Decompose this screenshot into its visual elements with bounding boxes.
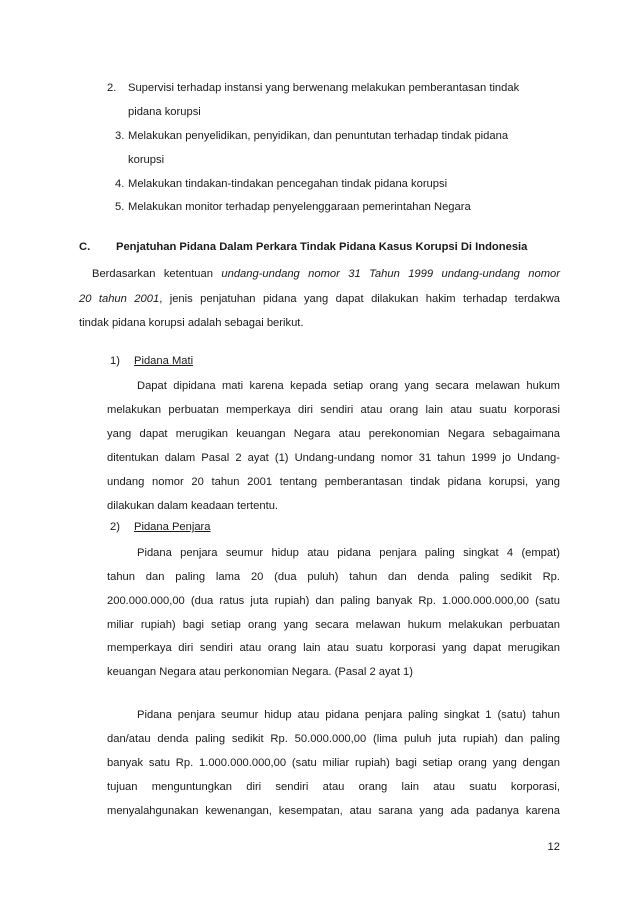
list-number: 5. xyxy=(115,201,125,213)
paragraph-line: Pidana penjara seumur hidup atau pidana penjara paling singkat 4 (empat) xyxy=(137,547,560,559)
paragraph-line: dilakukan dalam keadaan tertentu. xyxy=(107,500,279,512)
paragraph-line: dan/atau denda paling sedikit Rp. 50.000.000,00 (lima puluh juta rupiah) dan paling xyxy=(107,733,560,745)
paragraph-line: miliar rupiah) bagi setiap orang yang secara melawan hukum melakukan perbuatan xyxy=(107,619,560,631)
section-heading: Penjatuhan Pidana Dalam Perkara Tindak Pidana Kasus Korupsi Di Indonesia xyxy=(116,241,528,253)
paragraph-line: yang dapat merugikan keuangan Negara atau perekonomian Negara sebagaimana xyxy=(107,428,560,440)
paragraph-line: memperkaya diri sendiri atau orang lain atau suatu korporasi yang dapat merugikan xyxy=(107,642,560,654)
item-title: Pidana Mati xyxy=(134,355,194,367)
list-number: 2. xyxy=(107,82,117,94)
paragraph-line: 200.000.000,00 (dua ratus juta rupiah) dan paling banyak Rp. 1.000.000.000,00 (satu xyxy=(107,595,560,607)
paragraph-line: tindak pidana korupsi adalah sebagai berikut. xyxy=(79,317,304,329)
list-item-text: Melakukan monitor terhadap penyelenggaraan pemerintahan Negara xyxy=(128,201,471,213)
list-item-text: Melakukan tindakan-tindakan pencegahan tindak pidana korupsi xyxy=(128,178,448,190)
paragraph-line: banyak satu Rp. 1.000.000.000,00 (satu miliar rupiah) bagi setiap orang yang dengan xyxy=(107,757,560,769)
paragraph-line: tahun dan paling lama 20 (dua puluh) tahun dan denda paling sedikit Rp. xyxy=(107,571,560,583)
paragraph-line: ditentukan dalam Pasal 2 ayat (1) Undang-undang nomor 31 tahun 1999 jo Undang- xyxy=(107,452,560,464)
page-number: 12 xyxy=(547,841,560,853)
paragraph-line: Berdasarkan ketentuan undang-undang nomor 31 Tahun 1999 undang-undang nomor xyxy=(92,268,560,280)
paragraph-line: menyalahgunakan kewenangan, kesempatan, atau sarana yang ada padanya karena xyxy=(107,805,560,817)
list-number: 3. xyxy=(115,130,125,142)
section-letter: C. xyxy=(79,241,91,253)
paragraph-line: tujuan menguntungkan diri sendiri atau orang lain atau suatu korporasi, xyxy=(107,781,560,793)
list-item-text: Supervisi terhadap instansi yang berwenang melakukan pemberantasan tindak xyxy=(128,82,520,94)
paragraph-line: Pidana penjara seumur hidup atau pidana penjara paling singkat 1 (satu) tahun xyxy=(137,709,560,721)
paragraph-line: Dapat dipidana mati karena kepada setiap orang yang secara melawan hukum xyxy=(137,380,560,392)
paragraph-line: 20 tahun 2001, jenis penjatuhan pidana yang dapat dilakukan hakim terhadap terdakwa xyxy=(79,293,561,305)
item-title: Pidana Penjara xyxy=(134,521,211,533)
list-item-text: korupsi xyxy=(128,154,165,166)
paragraph-line: melakukan perbuatan memperkaya diri sendiri atau orang lain atau suatu korporasi xyxy=(107,404,560,416)
list-item-text: Melakukan penyelidikan, penyidikan, dan penuntutan terhadap tindak pidana xyxy=(128,130,509,142)
paragraph-line: undang nomor 20 tahun 2001 tentang pemberantasan tindak pidana korupsi, yang xyxy=(107,476,560,488)
list-number: 4. xyxy=(115,178,125,190)
item-number: 2) xyxy=(110,521,120,533)
list-item-text: pidana korupsi xyxy=(128,106,201,118)
item-number: 1) xyxy=(110,355,120,367)
paragraph-line: keuangan Negara atau perkonomian Negara. (Pasal 2 ayat 1) xyxy=(107,666,413,678)
